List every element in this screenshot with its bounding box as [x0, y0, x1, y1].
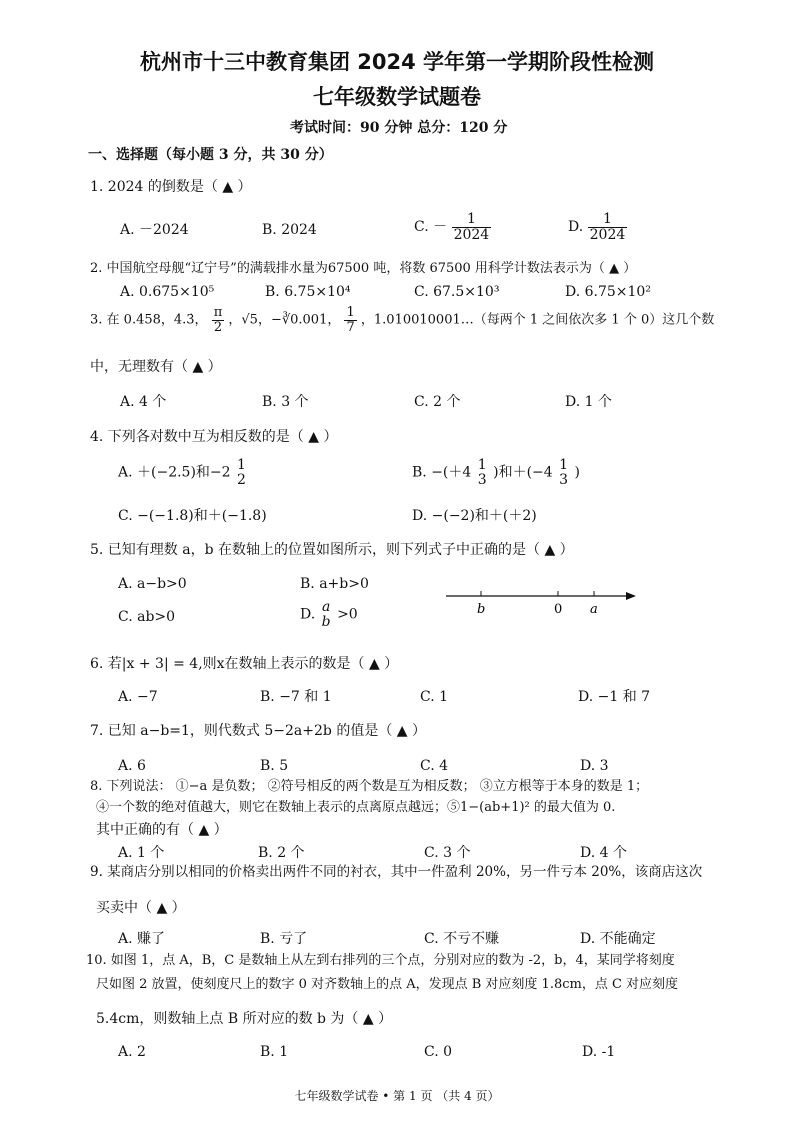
q7-option-c: C. 4: [420, 758, 449, 774]
q1-c-fraction: [452, 212, 492, 242]
q4-b-post: ): [574, 464, 580, 481]
q3-stem-mid: ，√5，−∛0.001，: [228, 312, 341, 328]
q3-option-b: B. 3 个: [262, 394, 309, 410]
q4-b-fraction-1: [476, 458, 489, 487]
q1-d-label: D.: [568, 219, 584, 236]
q7-option-d: D. 3: [580, 758, 609, 774]
q10-option-a: A. 2: [118, 1044, 146, 1060]
exam-title: 杭州市十三中教育集团 2024 学年第一学期阶段性检测: [139, 50, 655, 74]
number-line-arrow: [626, 592, 636, 600]
q8-option-a: A. 1 个: [118, 845, 165, 861]
q2-option-c: C. 67.5×10³: [414, 284, 500, 300]
q3-pi-num: π: [213, 305, 223, 320]
q5-d-post: >0: [337, 606, 358, 623]
question-9-line1: 9. 某商店分别以相同的价格卖出两件不同的衬衣，其中一件盈利 20%，另一件亏本 20%，该商店这次: [90, 864, 703, 880]
q10-option-c: C. 0: [424, 1044, 453, 1060]
q5-option-d: [300, 600, 358, 629]
q9-option-d: D. 不能确定: [580, 931, 656, 947]
question-1-stem: 1. 2024 的倒数是（ ▲ ）: [90, 179, 252, 195]
q2-option-d: D. 6.75×10²: [565, 284, 651, 300]
q4-b-pre: B. −(＋4: [412, 464, 472, 481]
q4-a-den: 2: [237, 471, 246, 488]
q4-option-a: [118, 458, 248, 487]
q3-seven-fraction: [344, 306, 356, 334]
section-heading: 一、选择题（每小题 3 分，共 30 分）: [88, 147, 333, 163]
q4-b-mid: )和＋(−4: [493, 464, 553, 481]
q1-d-fraction: [588, 212, 628, 242]
q9-option-a: A. 赚了: [118, 931, 166, 947]
axis-label-b: b: [477, 602, 486, 617]
question-7-stem: 7. 已知 a−b=1，则代数式 5−2a+2b 的值是（ ▲ ）: [90, 723, 426, 739]
q4-b-den1: 3: [477, 471, 487, 488]
axis-label-0: 0: [554, 602, 563, 617]
q8-option-c: C. 3 个: [424, 845, 471, 861]
q4-a-num: 1: [237, 457, 246, 473]
q3-stem-start: 3. 在 0.458，4.3̇，: [90, 312, 208, 328]
q4-a-fraction: [235, 458, 248, 487]
q3-option-a: A. 4 个: [120, 394, 167, 410]
q5-d-den: b: [321, 613, 331, 630]
q3-seven-den: 7: [346, 319, 355, 335]
question-10-line1: 10. 如图 1，点 A，B，C 是数轴上从左到右排列的三个点，分别对应的数为 -2，b，4，某同学将刻度: [86, 953, 675, 968]
question-10-line3: 5.4cm，则数轴上点 B 所对应的数 b 为（ ▲ ）: [96, 1011, 393, 1027]
q1-d-den: 2024: [589, 226, 626, 243]
question-8-line1: 8. 下列说法： ①−a 是负数； ②符号相反的两个数是互为相反数； ③立方根等于本身的数是 1；: [90, 779, 649, 794]
q1-d-num: 1: [603, 211, 612, 227]
q4-option-c: C. −(−1.8)和＋(−1.8): [118, 508, 267, 524]
q7-option-b: B. 5: [260, 758, 289, 774]
q9-option-b: B. 亏了: [260, 931, 308, 947]
q2-option-a: A. 0.675×10⁵: [120, 284, 215, 300]
q5-d-label: D.: [300, 606, 316, 623]
q6-option-b: B. −7 和 1: [260, 689, 332, 705]
q3-option-d: D. 1 个: [565, 394, 612, 410]
exam-subtitle: 七年级数学试题卷: [313, 85, 481, 109]
q4-option-d: D. −(−2)和＋(＋2): [412, 508, 537, 524]
q1-option-c: [414, 212, 491, 242]
q4-b-den2: 3: [559, 471, 569, 488]
q4-b-fraction-2: [557, 458, 570, 487]
question-3-stem: [90, 306, 714, 334]
q6-option-c: C. 1: [420, 689, 449, 705]
q4-a-pre: A. ＋(−2.5)和−2: [118, 464, 231, 481]
question-6-stem: 6. 若|x + 3| = 4,则x在数轴上表示的数是（ ▲ ）: [90, 656, 399, 672]
q4-option-b: [412, 458, 580, 487]
q3-stem-end: ，1.010010001…（每两个 1 之间依次多 1 个 0）这几个数: [360, 312, 715, 328]
q3-option-c: C. 2 个: [414, 394, 461, 410]
question-8-line2: ④一个数的绝对值越大，则它在数轴上表示的点离原点越远；⑤1−(ab+1)² 的最大值为 0.: [96, 800, 616, 815]
exam-info: 考试时间：90 分钟 总分：120 分: [290, 120, 508, 136]
question-4-stem: 4. 下列各对数中互为相反数的是（ ▲ ）: [90, 429, 338, 445]
q9-option-c: C. 不亏不赚: [424, 931, 500, 947]
question-10-line2: 尺如图 2 放置，使刻度尺上的数字 0 对齐数轴上的点 A，发现点 B 对应刻度 1.8cm，点 C 对应刻度: [96, 977, 679, 992]
page-footer: 七年级数学试卷 • 第 1 页 （共 4 页）: [294, 1089, 500, 1103]
q5-option-c: C. ab>0: [118, 609, 176, 625]
question-2-stem: 2. 中国航空母舰“辽宁号”的满载排水量为67500 吨，将数 67500 用科学计数法表示为（ ▲ ）: [90, 261, 637, 276]
q5-option-a: A. a−b>0: [118, 576, 187, 592]
q5-d-num: a: [321, 599, 331, 615]
q3-pi-fraction: [212, 306, 225, 334]
q3-pi-den: 2: [212, 320, 225, 335]
q1-option-b: B. 2024: [262, 222, 317, 238]
q1-c-label: C. －: [414, 219, 448, 236]
number-line-figure: [440, 585, 640, 617]
q10-option-b: B. 1: [260, 1044, 289, 1060]
q8-option-d: D. 4 个: [580, 845, 627, 861]
question-5-stem: 5. 已知有理数 a，b 在数轴上的位置如图所示，则下列式子中正确的是（ ▲ ）: [90, 542, 574, 558]
q6-option-a: A. −7: [118, 689, 158, 705]
q6-option-d: D. −1 和 7: [578, 689, 651, 705]
q1-c-num: 1: [466, 211, 476, 227]
question-9-line2: 买卖中（ ▲ ）: [96, 900, 186, 916]
q7-option-a: A. 6: [118, 758, 146, 774]
q3-stem-line2: 中，无理数有（ ▲ ）: [90, 359, 222, 375]
q8-option-b: B. 2 个: [258, 845, 305, 861]
q2-option-b: B. 6.75×10⁴: [265, 284, 351, 300]
q1-c-den: 2024: [453, 226, 490, 243]
q1-option-d: [568, 212, 627, 242]
q1-option-a: A. －2024: [120, 222, 189, 238]
q4-b-num1: 1: [477, 457, 487, 473]
question-8-line3: 其中正确的有（ ▲ ）: [96, 822, 228, 838]
q10-option-d: D. -1: [582, 1044, 616, 1060]
q4-b-num2: 1: [559, 457, 569, 473]
q5-d-fraction: [320, 600, 333, 629]
axis-label-a: a: [590, 602, 598, 617]
q3-seven-num: 1: [346, 305, 355, 320]
q5-option-b: B. a+b>0: [300, 576, 369, 592]
